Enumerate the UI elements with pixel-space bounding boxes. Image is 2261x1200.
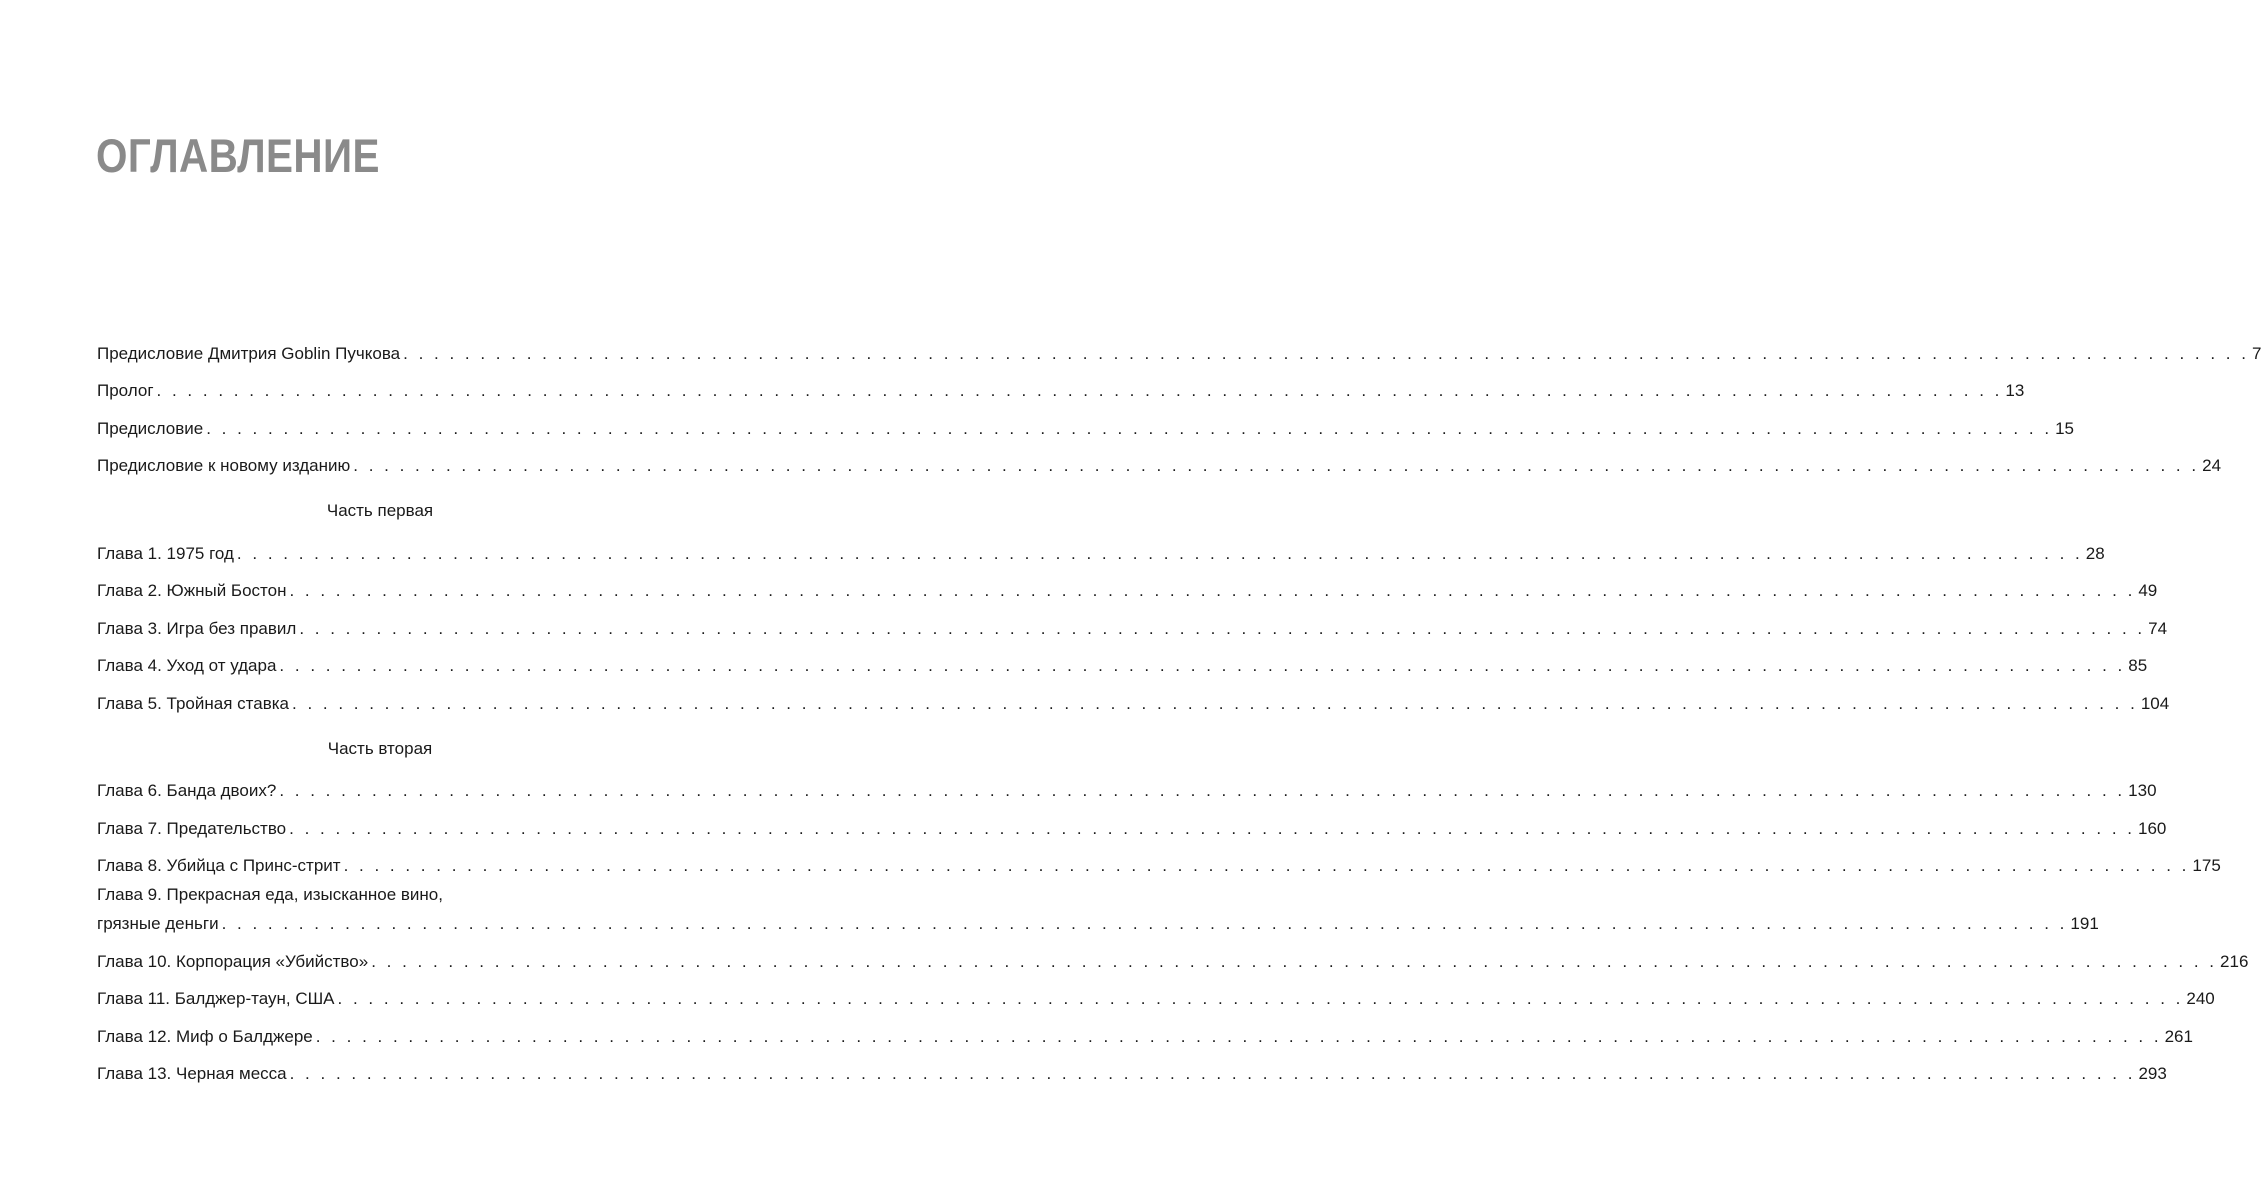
toc-entry — [97, 1047, 2167, 1085]
toc-entry-title: Глава 10. Корпорация «Убийство» — [97, 951, 369, 971]
toc-entry — [97, 676, 2170, 714]
toc-entry — [97, 972, 2215, 1010]
toc-entry-page: 261 — [2164, 1026, 2193, 1046]
dot-leader: . . . . . . . . . . . . . . . . . . . . . . . . . . . . . . . . . . . . . . . . . . . . . . . . . . . . . . . . . . . . . . . . . . . . . . . . . . . . . . . . . . . . . . . . . . . . . . . . . . . . . . . . . . . . . . . . . . . . . . . . — [206, 418, 2053, 438]
dot-leader: . . . . . . . . . . . . . . . . . . . . . . . . . . . . . . . . . . . . . . . . . . . . . . . . . . . . . . . . . . . . . . . . . . . . . . . . . . . . . . . . . . . . . . . . . . . . . . . . . . . . . . . . . . . . . . . . . . . . . . . . — [221, 914, 2068, 933]
dot-leader: . . . . . . . . . . . . . . . . . . . . . . . . . . . . . . . . . . . . . . . . . . . . . . . . . . . . . . . . . . . . . . . . . . . . . . . . . . . . . . . . . . . . . . . . . . . . . . . . . . . . . . . . . . . . . . . . . . . . . . . . — [403, 343, 2249, 363]
dot-leader: . . . . . . . . . . . . . . . . . . . . . . . . . . . . . . . . . . . . . . . . . . . . . . . . . . . . . . . . . . . . . . . . . . . . . . . . . . . . . . . . . . . . . . . . . . . . . . . . . . . . . . . . . . . . . . . . . . . . . . . . — [289, 581, 2136, 600]
toc-entry-page: 175 — [2192, 856, 2221, 875]
toc-entry — [97, 934, 2249, 972]
toc-entry-page: 160 — [2138, 818, 2167, 838]
toc-entry — [97, 326, 2261, 364]
toc-entry-page: 13 — [2005, 381, 2025, 400]
toc-entry-page: 104 — [2140, 693, 2170, 713]
dot-leader: . . . . . . . . . . . . . . . . . . . . . . . . . . . . . . . . . . . . . . . . . . . . . . . . . . . . . . . . . . . . . . . . . . . . . . . . . . . . . . . . . . . . . . . . . . . . . . . . . . . . . . . . . . . . . . . . . . . . . . . . — [343, 856, 2190, 875]
dot-leader: . . . . . . . . . . . . . . . . . . . . . . . . . . . . . . . . . . . . . . . . . . . . . . . . . . . . . . . . . . . . . . . . . . . . . . . . . . . . . . . . . . . . . . . . . . . . . . . . . . . . . . . . . . . . . . . . . . . . . . . . — [299, 618, 2146, 638]
toc-entry-page: 85 — [2128, 656, 2148, 675]
toc-entry-title: Глава 7. Предательство — [97, 818, 287, 838]
dot-leader: . . . . . . . . . . . . . . . . . . . . . . . . . . . . . . . . . . . . . . . . . . . . . . . . . . . . . . . . . . . . . . . . . . . . . . . . . . . . . . . . . . . . . . . . . . . . . . . . . . . . . . . . . . . . . . . . . . . . . . . . — [353, 456, 2200, 475]
toc-entry-page: 74 — [2148, 618, 2168, 638]
toc-entry-title: Глава 8. Убийца с Принс-стрит — [97, 856, 341, 875]
dot-leader: . . . . . . . . . . . . . . . . . . . . . . . . . . . . . . . . . . . . . . . . . . . . . . . . . . . . . . . . . . . . . . . . . . . . . . . . . . . . . . . . . . . . . . . . . . . . . . . . . . . . . . . . . . . . . . . . . . . . . . . . — [289, 818, 2135, 838]
part-heading: Часть вторая — [327, 738, 433, 758]
toc-entry-title: Предисловие — [97, 418, 204, 438]
part-heading: Часть первая — [326, 501, 434, 520]
toc-entry-title: Предисловие к новому изданию — [97, 456, 351, 475]
toc-entry-title: Глава 12. Миф о Балджере — [97, 1026, 313, 1046]
toc-entry — [97, 439, 2222, 477]
toc-entry — [97, 1009, 2193, 1047]
toc-entry-page: 49 — [2138, 581, 2158, 600]
dot-leader: . . . . . . . . . . . . . . . . . . . . . . . . . . . . . . . . . . . . . . . . . . . . . . . . . . . . . . . . . . . . . . . . . . . . . . . . . . . . . . . . . . . . . . . . . . . . . . . . . . . . . . . . . . . . . . . . . . . . . . . . — [371, 951, 2218, 971]
toc-entry — [97, 639, 2148, 677]
dot-leader: . . . . . . . . . . . . . . . . . . . . . . . . . . . . . . . . . . . . . . . . . . . . . . . . . . . . . . . . . . . . . . . . . . . . . . . . . . . . . . . . . . . . . . . . . . . . . . . . . . . . . . . . . . . . . . . . . . . . . . . . — [289, 1064, 2136, 1083]
toc-entry-title: Глава 5. Тройная ставка — [97, 693, 289, 713]
dot-leader: . . . . . . . . . . . . . . . . . . . . . . . . . . . . . . . . . . . . . . . . . . . . . . . . . . . . . . . . . . . . . . . . . . . . . . . . . . . . . . . . . . . . . . . . . . . . . . . . . . . . . . . . . . . . . . . . . . . . . . . . — [315, 1026, 2162, 1046]
dot-leader: . . . . . . . . . . . . . . . . . . . . . . . . . . . . . . . . . . . . . . . . . . . . . . . . . . . . . . . . . . . . . . . . . . . . . . . . . . . . . . . . . . . . . . . . . . . . . . . . . . . . . . . . . . . . . . . . . . . . . . . . — [279, 781, 2126, 800]
toc-entry-title: Глава 1. 1975 год — [97, 543, 234, 563]
toc-entry-title: Глава 4. Уход от удара — [97, 656, 277, 675]
toc-entry-title: Глава 3. Игра без правил — [97, 618, 297, 638]
table-of-contents — [97, 326, 2261, 1084]
toc-entry-page: 28 — [2085, 543, 2105, 563]
toc-entry — [97, 401, 2074, 439]
toc-entry-page: 24 — [2202, 456, 2222, 475]
toc-entry-title: Глава 9. Прекрасная еда, изысканное вино, — [97, 885, 443, 904]
toc-entry — [97, 526, 2105, 564]
toc-entry — [97, 564, 2158, 602]
toc-entry-title: Предисловие Дмитрия Goblin Пучкова — [97, 343, 401, 363]
toc-entry — [97, 801, 2167, 839]
toc-entry-page: 293 — [2138, 1064, 2167, 1083]
toc-entry — [97, 882, 2099, 934]
toc-entry-page: 191 — [2070, 914, 2099, 933]
dot-leader: . . . . . . . . . . . . . . . . . . . . . . . . . . . . . . . . . . . . . . . . . . . . . . . . . . . . . . . . . . . . . . . . . . . . . . . . . . . . . . . . . . . . . . . . . . . . . . . . . . . . . . . . . . . . . . . . . . . . . . . . — [236, 543, 2083, 563]
toc-entry-title: Глава 13. Черная месса — [97, 1064, 287, 1083]
toc-entry-page: 240 — [2186, 989, 2215, 1008]
toc-entry-title: Глава 2. Южный Бостон — [97, 581, 287, 600]
toc-entry-title: Глава 11. Балджер-таун, США — [97, 989, 335, 1008]
dot-leader: . . . . . . . . . . . . . . . . . . . . . . . . . . . . . . . . . . . . . . . . . . . . . . . . . . . . . . . . . . . . . . . . . . . . . . . . . . . . . . . . . . . . . . . . . . . . . . . . . . . . . . . . . . . . . . . . . . . . . . . . — [292, 693, 2138, 713]
toc-entry-page: 15 — [2055, 418, 2074, 438]
toc-entry-title: Пролог — [97, 381, 154, 400]
toc-entry-page: 216 — [2220, 951, 2249, 971]
page-title: ОГЛАВЛЕНИЕ — [96, 129, 380, 182]
toc-entry-title: Глава 6. Банда двоих? — [97, 781, 277, 800]
toc-entry-page: 130 — [2128, 781, 2157, 800]
toc-entry-page: 7 — [2251, 343, 2261, 363]
toc-entry — [97, 839, 2221, 877]
dot-leader: . . . . . . . . . . . . . . . . . . . . . . . . . . . . . . . . . . . . . . . . . . . . . . . . . . . . . . . . . . . . . . . . . . . . . . . . . . . . . . . . . . . . . . . . . . . . . . . . . . . . . . . . . . . . . . . . . . . . . . . . — [337, 989, 2184, 1008]
toc-entry — [97, 601, 2168, 639]
dot-leader: . . . . . . . . . . . . . . . . . . . . . . . . . . . . . . . . . . . . . . . . . . . . . . . . . . . . . . . . . . . . . . . . . . . . . . . . . . . . . . . . . . . . . . . . . . . . . . . . . . . . . . . . . . . . . . . . . . . . . . . . — [279, 656, 2126, 675]
toc-entry — [97, 364, 2025, 402]
toc-entry — [97, 764, 2157, 802]
dot-leader: . . . . . . . . . . . . . . . . . . . . . . . . . . . . . . . . . . . . . . . . . . . . . . . . . . . . . . . . . . . . . . . . . . . . . . . . . . . . . . . . . . . . . . . . . . . . . . . . . . . . . . . . . . . . . . . . . . . . . . . . — [156, 381, 2003, 400]
toc-entry-title-continued: грязные деньги — [97, 914, 219, 933]
